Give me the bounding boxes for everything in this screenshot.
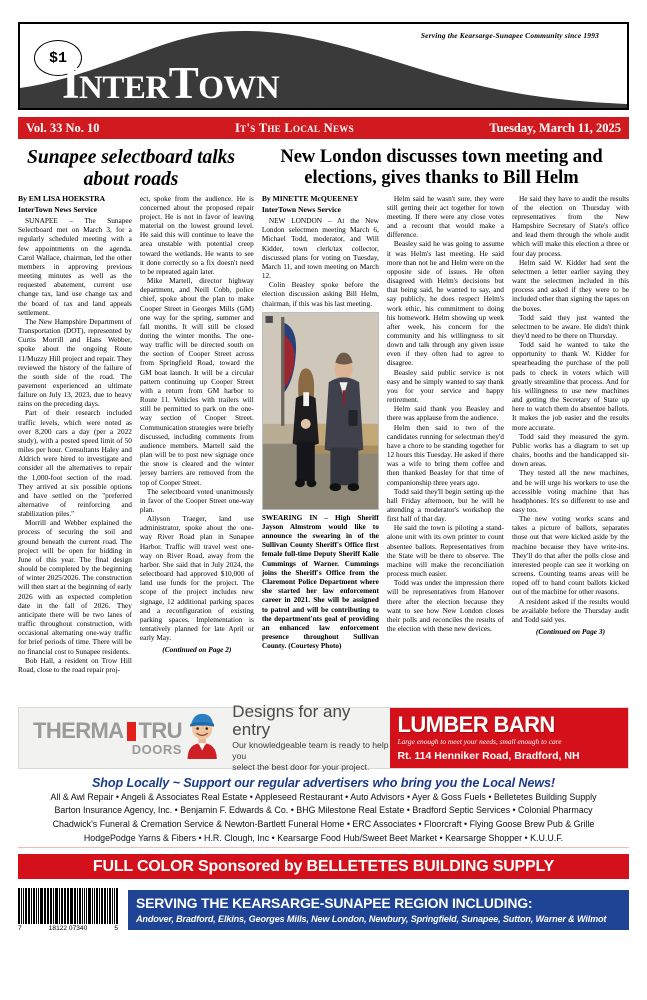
title-letter-t: T (168, 58, 199, 108)
article-columns (0, 191, 647, 701)
paragraph: Morrill and Webber explained the process of securing the soil and ground beneath the current road. The project will be open for bidding in June of this year. The final design should be completed by the beginning of winter 2025/2026. The construction will then start at the beginning of early 2026 with an expected completion date in the fall of 2026. They anticipate there will be two lanes of traffic throughout construction, with occasional alternating one-way traffic for brief periods of time. There will be no financial cost to Sunapee residents. (18, 518, 132, 656)
masthead-record-word: RECORD (516, 60, 597, 79)
advertiser-line: HodgePodge Yarns & Fibers • H.R. Clough, Inc • Kearsarge Food Hub/Sweet Beet Market • Kearsarge Shopper • K.U.U.F. (83, 832, 564, 843)
advertisement-strip[interactable] (18, 701, 629, 772)
paragraph: Beasley said public service is not easy and he simply wanted to say thank you for your service and happy retirement. (386, 367, 504, 405)
therma-tru-copy (232, 703, 390, 773)
byline-right-author: By MINETTE McQUEENEY (261, 193, 359, 203)
brand-tru: TRU (138, 718, 182, 744)
barcode (18, 888, 118, 932)
photo-credit: (Courtesy Photo) (288, 641, 342, 651)
headline-sunapee[interactable]: Sunapee selectboard talks about roads (27, 147, 235, 190)
therma-tru-logo (33, 718, 182, 757)
column-3 (262, 194, 379, 701)
advertiser-line: All & Awl Repair • Angeli & Associates Real Estate • Appleseed Restaurant • Auto Advisors • Ayer & Goss Fuels • Belletetes Building Supply (50, 791, 597, 802)
shop-locally-section (18, 776, 629, 849)
full-color-sponsor-banner: FULL COLOR Sponsored by BELLETETES BUILDING SUPPLY (18, 854, 629, 879)
paragraph: Mike Martell, director highway department, and Neill Cobb, police chief, spoke about the plan to make Cooper Street in Georges Mills (GM) one way for the spring, summer and fall months. It will still be closed during the winter months. The one-way traffic will be directed south on the section of Cooper Street across from Springfield Road, toward the GM boat launch. It will be a circular pattern continuing up Cooper Street with a return from GM harbor to Route 11. Vehicles with trailers will still be permitted to park on the one-way section of Cooper Street. Communication strategies were briefly discussed, including comments from audience members. Martell said the plan will be to post new signage once the snow is cleared and the winter jersey barriers are removed from the top of Cooper Street. (139, 276, 254, 487)
paragraph: Helm said thank you Beasley and there was applause from the audience. (386, 404, 504, 423)
lumber-barn-tagline: Large enough to meet your needs, small enough to care (397, 736, 562, 746)
price-badge: $1 (34, 40, 82, 76)
paragraph: Todd said he wanted to take the opportunity to thank W. Kidder for spearheading the purchase of the poll pads to check in voters which will greatly streamline that process. And for his willingness to use new machines and getting the Secretary of State up here to watch them do absentee ballots. It makes the job easier and the results more accurate. (511, 340, 629, 432)
continued-page-3[interactable]: (Continued on Page 3) (535, 627, 606, 636)
lumber-barn-address: Rt. 114 Henniker Road, Bradford, NH (397, 749, 580, 762)
ad-therma-tru[interactable] (19, 701, 390, 772)
column-2 (140, 194, 254, 701)
paragraph: The New Hampshire Department of Transportation (DOT), represented by Curtis Morrill and Hans Webber, spoke about the ongoing Route 11/Muzzy Hill project and repair. They reviewed the history of the failure of the south side of the road. The pavement experienced an ultimate failure on July 13, 2023, due to heavy rains on the preceding days. (18, 316, 132, 409)
serving-region-box (128, 890, 629, 930)
paragraph: Part of their research included traffic levels, which were noted as over 8,200 cars a day (per a 2022 study), with a posted speed limit of 50 miles per hour. Consultants Haley and Aldrich were hired to investigate and consider all the alternatives to repair the 1,000-foot section of the road. They arrived at six possible options and have settled on the "preferred alternative of reinforcing and stabilization piles." (18, 408, 132, 519)
brand-doors: DOORS (131, 742, 182, 758)
ad-headline: Designs for any entry (232, 701, 351, 739)
masthead-title (62, 58, 280, 108)
continued-page-2[interactable]: (Continued on Page 2) (162, 645, 232, 655)
column-1 (18, 194, 132, 701)
paragraph: Beasley said he was going to assume it was Helm's last meeting. He said more than not he and Helm were on the opposite side of issues. He often disagreed with Helm's decisions but that being said, he wanted to say, and say publicly, he does respect Helm's work ethic, his commitment to doing his homework. Helm showing up week after week, his concern for the community and his willingness to sit down and talk through any given issue even if they often had to agree to disagree. (386, 239, 504, 368)
column-5 (512, 194, 629, 701)
page-footer (18, 888, 629, 932)
paragraph: Todd was under the impression there will be representatives from Hanover there after the election because they want to see how New London closes their polls and reconciles the results of the election with these new devices. (386, 578, 504, 633)
volume-number: Vol. 33 No. 10 (26, 120, 100, 135)
advertiser-line: Barton Insurance Agency, Inc. • Benjamin F. Edwards & Co. • BHG Milestone Real Estate • Bradford Septic Services • Colonial Pharmacy (54, 805, 593, 816)
title-own: OWN (198, 70, 280, 106)
ad-lumber-barn[interactable] (390, 708, 628, 768)
headline-new-london[interactable]: New London discusses town meeting and elections, gives thanks to Bill Helm (280, 147, 603, 189)
paragraph: A resident asked if the results would be available before the Thursday audit and Todd said yes. (511, 596, 629, 624)
issue-date: Tuesday, March 11, 2025 (489, 120, 621, 135)
byline-left-service: InterTown News Service (18, 204, 98, 214)
paragraph: Bob Hall, a resident on Trow Hill Road, close to the road repair proj- (18, 655, 132, 674)
barcode-digit-mid: 18122 07340 (48, 925, 88, 933)
byline-left-author: By EM LISA HOEKSTRA (18, 193, 106, 203)
masthead (18, 22, 629, 110)
title-letter-i: I (62, 58, 80, 108)
salesman-illustration-icon (182, 712, 222, 764)
therma-tru-wordmark (33, 718, 182, 744)
headline-right-container (254, 147, 629, 191)
slogan: It's The Local News (234, 120, 354, 135)
shop-locally-title: Shop Locally ~ Support our regular advertisers who bring you the Local News! (92, 775, 555, 790)
paragraph: SUNAPEE – The Sunapee Selectboard met on March 3, for a regularly scheduled meeting with a few appointments on the agenda. Carol Wallace, chairman, led the other members in approving previous meeting minutes as well as the requested abatement, current use change tax, land use change tax and the board of tax and land appeals settlement. (18, 216, 132, 317)
red-accent-block (127, 722, 136, 741)
paragraph: Helm then said to two of the candidates running for selectman they'd have a chore to be standing together for 12 hours this Tuesday. He asked if there was a wife to bring them coffee and then thanked Beasley for that time of companionship three years ago. (386, 422, 504, 487)
paragraph: He said the town is piloting a stand-alone unit with its own printer to count absentee ballots. Representatives from the State will be there to observe. The machine will make the reconciliation process much easier. (386, 523, 504, 579)
headlines-row (0, 139, 647, 191)
paragraph: He said they have to audit the results of the election on Thursday with representatives from the New Hampshire Secretary of State's office and lead them through the whole audit which will make this election a three or four day process. (511, 193, 629, 258)
paragraph: Todd said they measured the gym. Public works has a diagram to set up chairs, booths and the handicapped sit-down areas. (511, 431, 629, 469)
paragraph: Colin Beasley spoke before the election discussion asking Bill Helm, chairman, if this was his last meeting. (261, 280, 379, 308)
column-4 (387, 194, 504, 701)
byline-right-service: InterTown News Service (261, 204, 341, 214)
paragraph: Helm said W. Kidder had sent the selectmen a letter earlier saying they want the selectmen included in this process and asked if they were to be included other than signing the tapes on the boxes. (511, 257, 629, 313)
divider (18, 847, 629, 848)
headline-left-container (18, 147, 244, 191)
paragraph: Todd said they just wanted the selectmen to be aware. He didn't think they'd need to be there on Thursday. (511, 312, 629, 340)
barcode-numbers (18, 925, 118, 932)
lumber-barn-name: LUMBER BARN (397, 711, 555, 737)
paragraph: ect, spoke from the audience. He is concerned about the proposed repair project. He is not in favor of leaving material on the lowest ground level. He said this will continue to leave the area unstable with potential creep toward the wetlands. He wants to see it done correctly so a fix doesn't need to be repeated again later. (139, 193, 254, 276)
photo-caption (262, 513, 379, 651)
masthead-tagline: Serving the Kearsarge-Sunapee Community since 1993 (420, 31, 599, 40)
advertiser-line: Chadwick's Funeral & Cremation Service & Newton-Bartlett Funeral Home • ERC Associates • Floorcraft • Flying Goose Brew Pub & Grille (52, 818, 595, 829)
barcode-digit-left: 7 (18, 925, 22, 933)
swearing-in-photo (262, 312, 379, 510)
paragraph: They tested all the new machines, and he will urge his workers to use the accessible voting machine that has headphones. It's so different to use and easy too. (511, 468, 629, 514)
ad-subline-2: select the best door for your project. (232, 761, 370, 772)
paragraph: The new voting works scans and takes a picture of ballots, separates those out that were kicked aside by the machine because they have write-ins. They'll do that after the polls close and interested people can see it working on screens. Counting teams areas will be roped off to hand count ballots kicked out of the machine for other reasons. (511, 514, 629, 597)
masthead-container (0, 0, 647, 110)
barcode-digit-right: 5 (114, 925, 118, 933)
issue-info-bar (18, 117, 629, 139)
paragraph: Helm said he wasn't sure, they were still getting their act together for town meeting. If there were any close votes and a recount that would make a difference. (386, 193, 504, 240)
paragraph: Todd said they'll begin setting up the hall Friday afternoon, but he will be attending a moderator's workshop the first half of that day. (386, 486, 504, 524)
caption-text: SWEARING IN – High Sheriff Jayson Almstrom would like to announce the swearing in of the Sullivan County Sheriff's Office first female full-time Deputy Sheriff Kalie Cummings of Warner. Cummings joins the Sheriff's Office from the Claremont Police Department where she started her law enforcement career in 2021. She will be assigned to patrol and will be contributing to the department'nts goal of providing an enhanced law enforcement presence throughout Sullivan County. (261, 512, 379, 651)
barcode-bars (18, 888, 118, 924)
serving-region-towns: Andover, Bradford, Elkins, Georges Mills, New London, Newbury, Springfield, Sunapee, Sutton, Warner & Wilmot (136, 914, 607, 925)
serving-region-title: SERVING THE KEARSARGE-SUNAPEE REGION INCLUDING: (136, 895, 533, 912)
ad-subline-1: Our knowledgeable team is ready to help you (232, 740, 389, 762)
photo-block (262, 312, 379, 651)
paragraph: Allyson Traeger, land use administrator, spoke about the one-way River Road plan in Sunapee Harbor. Traffic will travel west one-way on River Road, away from the harbor. She said that in July 2024, the selectboard had approved $10,000 of land use funds for the project. The scope of the project includes new signage, 12 additional parking spaces and a reconfiguration of existing parking spaces. Implementation is tentatively planned for late April or early May. (139, 514, 254, 643)
brand-therma: THERMA (33, 718, 124, 744)
paragraph: NEW LONDON – At the New London selectmen meeting March 6, Michael Todd, moderator, and Will Kidder, town clerk/tax collector, discussed plans for voting on Tuesday, March 11, and town meeting on March 12. (261, 216, 379, 281)
title-nter: NTER (79, 70, 169, 106)
paragraph: The selectboard voted unanimously in favor of the Cooper Street one-way plan. (139, 486, 254, 514)
